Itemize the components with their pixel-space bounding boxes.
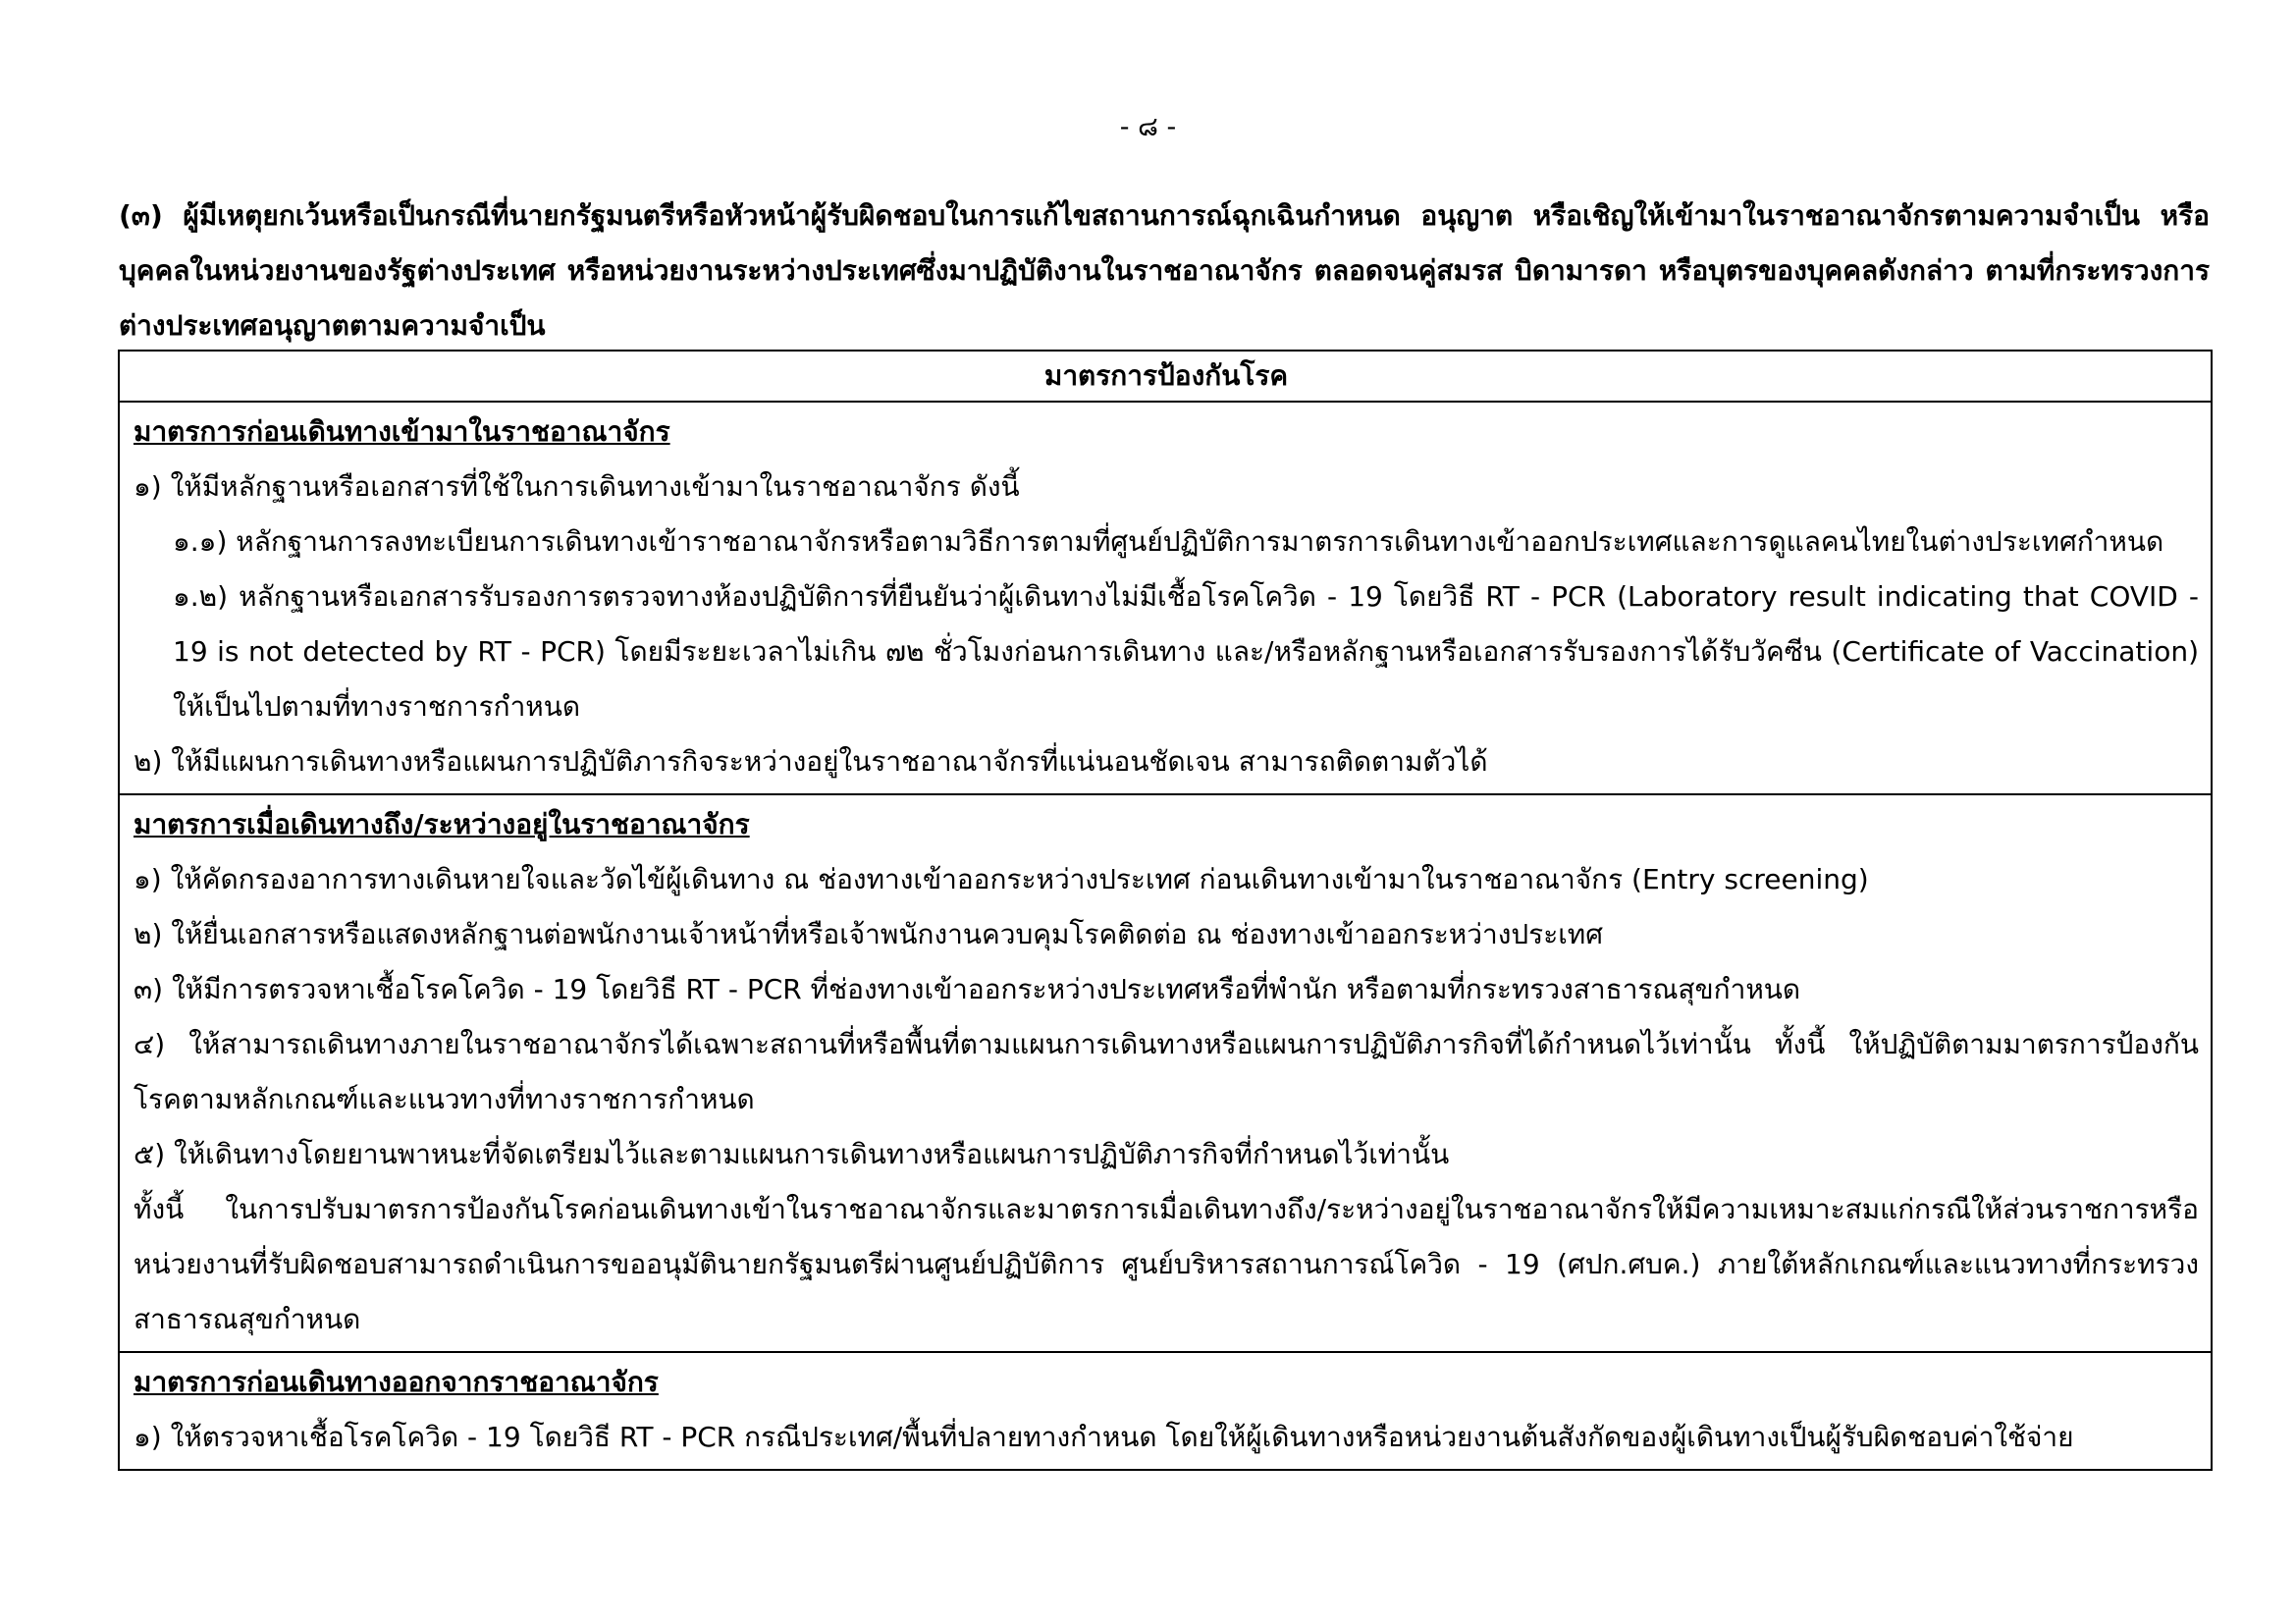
section-on-arrival xyxy=(119,794,2212,1352)
list-item: ๑.๑) หลักฐานการลงทะเบียนการเดินทางเข้าราชอาณาจักรหรือตามวิธีการตามที่ศูนย์ปฏิบัติการมาตรการเดินทางเข้าออกประเทศและการดูแลคนไทยในต่างประเทศกำหนด xyxy=(173,525,2164,558)
disease-prevention-table xyxy=(118,350,2213,1471)
list-item: ๑.๒) หลักฐานหรือเอกสารรับรองการตรวจทางห้องปฏิบัติการที่ยืนยันว่าผู้เดินทางไม่มีเชื้อโรคโควิด - 19 โดยวิธี RT - PCR (Laboratory result indicating that COVID - 19 is not detected by RT - PCR) โดยมีระยะเวลาไม่เกิน ๗๒ ชั่วโมงก่อนการเดินทาง และ/หรือหลักฐานหรือเอกสารรับรองการได้รับวัคซีน (Certificate of Vaccination) ให้เป็นไปตามที่ทางราชการกำหนด xyxy=(173,580,2199,723)
list-item: ๑) ให้มีหลักฐานหรือเอกสารที่ใช้ในการเดินทางเข้ามาในราชอาณาจักร ดังนี้ xyxy=(133,470,1020,503)
list-item: ๓) ให้มีการตรวจหาเชื้อโรคโควิด - 19 โดยวิธี RT - PCR ที่ช่องทางเข้าออกระหว่างประเทศหรือที่พำนัก หรือตามที่กระทรวงสาธารณสุขกำหนด xyxy=(133,973,1801,1005)
note-paragraph: ทั้งนี้ ในการปรับมาตรการป้องกันโรคก่อนเดินทางเข้าในราชอาณาจักรและมาตรการเมื่อเดินทางถึง/ระหว่างอยู่ในราชอาณาจักรให้มีความเหมาะสมแก่กรณีให้ส่วนราชการหรือหน่วยงานที่รับผิดชอบสามารถดำเนินการขออนุมัตินายกรัฐมนตรีผ่านศูนย์ปฏิบัติการ ศูนย์บริหารสถานการณ์โควิด - 19 (ศปก.ศบค.) ภายใต้หลักเกณฑ์และแนวทางที่กระทรวงสาธารณสุขกำหนด xyxy=(133,1193,2199,1335)
list-item: ๑) ให้ตรวจหาเชื้อโรคโควิด - 19 โดยวิธี RT - PCR กรณีประเทศ/พื้นที่ปลายทางกำหนด โดยให้ผู้เดินทางหรือหน่วยงานต้นสังกัดของผู้เดินทางเป็นผู้รับผิดชอบค่าใช้จ่าย xyxy=(133,1421,2074,1453)
table-row xyxy=(119,794,2212,1352)
list-item: ๕) ให้เดินทางโดยยานพาหนะที่จัดเตรียมไว้และตามแผนการเดินทางหรือแผนการปฏิบัติภารกิจที่กำหนดไว้เท่านั้น xyxy=(133,1138,1450,1170)
section-heading: มาตรการก่อนเดินทางเข้ามาในราชอาณาจักร xyxy=(133,415,670,448)
page-number: - ๘ - xyxy=(1119,112,1177,142)
list-item: ๑) ให้คัดกรองอาการทางเดินหายใจและวัดไข้ผู้เดินทาง ณ ช่องทางเข้าออกระหว่างประเทศ ก่อนเดินทางเข้ามาในราชอาณาจักร (Entry screening) xyxy=(133,863,1869,895)
intro-paragraph: (๓) ผู้มีเหตุยกเว้นหรือเป็นกรณีที่นายกรัฐมนตรีหรือหัวหน้าผู้รับผิดชอบในการแก้ไขสถานการณ์ฉุกเฉินกำหนด อนุญาต หรือเชิญให้เข้ามาในราชอาณาจักรตามความจำเป็น หรือบุคคลในหน่วยงานของรัฐต่างประเทศ หรือหน่วยงานระหว่างประเทศซึ่งมาปฏิบัติงานในราชอาณาจักร ตลอดจนคู่สมรส บิดามารดา หรือบุตรของบุคคลดังกล่าว ตามที่กระทรวงการต่างประเทศอนุญาตตามความจำเป็น xyxy=(119,199,2210,342)
section-heading: มาตรการเมื่อเดินทางถึง/ระหว่างอยู่ในราชอาณาจักร xyxy=(133,808,750,840)
table-row xyxy=(119,402,2212,794)
section-heading: มาตรการก่อนเดินทางออกจากราชอาณาจักร xyxy=(133,1366,659,1398)
list-item: ๔) ให้สามารถเดินทางภายในราชอาณาจักรได้เฉพาะสถานที่หรือพื้นที่ตามแผนการเดินทางหรือแผนการปฏิบัติภารกิจที่ได้กำหนดไว้เท่านั้น ทั้งนี้ ให้ปฏิบัติตามมาตรการป้องกันโรคตามหลักเกณฑ์และแนวทางที่ทางราชการกำหนด xyxy=(133,1028,2199,1115)
list-item: ๒) ให้ยื่นเอกสารหรือแสดงหลักฐานต่อพนักงานเจ้าหน้าที่หรือเจ้าพนักงานควบคุมโรคติดต่อ ณ ช่องทางเข้าออกระหว่างประเทศ xyxy=(133,918,1604,950)
table-header: มาตรการป้องกันโรค xyxy=(119,351,2212,402)
section-before-entry xyxy=(119,402,2212,794)
section-before-departure xyxy=(119,1352,2212,1470)
list-item: ๒) ให้มีแผนการเดินทางหรือแผนการปฏิบัติภารกิจระหว่างอยู่ในราชอาณาจักรที่แน่นอนชัดเจน สามารถติดตามตัวได้ xyxy=(133,745,1488,778)
table-row xyxy=(119,1352,2212,1470)
table-header-row xyxy=(119,351,2212,402)
